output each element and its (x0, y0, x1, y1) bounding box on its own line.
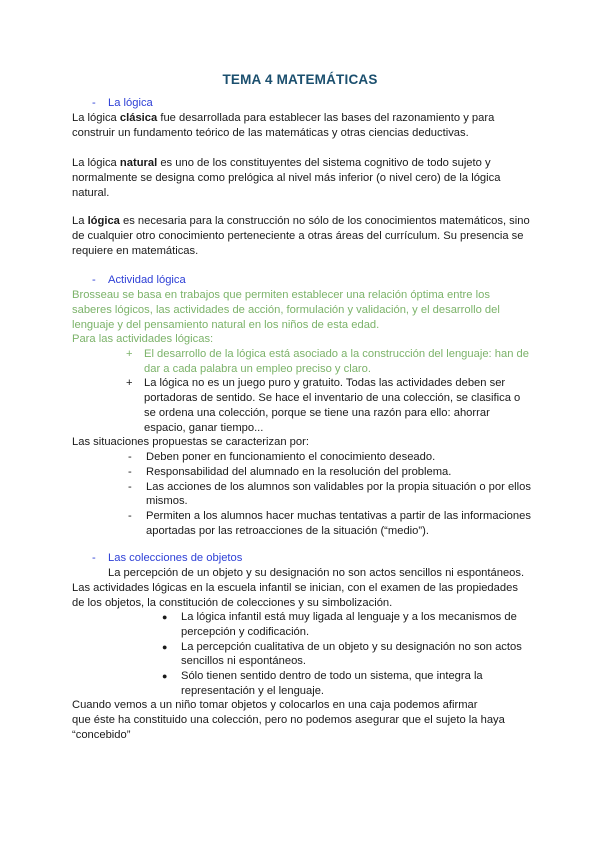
paragraph-line: La percepción de un objeto y su designación no son actos sencillos ni espontáneos. (108, 567, 525, 579)
paragraph-line: Las actividades lógicas en la escuela infantil se inician, con el examen de las propiedades (72, 582, 518, 594)
green-line: saberes lógicos, las actividades de acción, formulación y validación, y el desarrollo del (72, 304, 500, 316)
section-dash: - (92, 552, 96, 564)
paragraph-line: que éste ha constituido una colección, pero no podemos asegurar que el sujeto la haya (72, 714, 505, 726)
list-line: mismos. (146, 495, 188, 507)
dash-bullet: - (128, 451, 132, 463)
paragraph-line: de los objetos, la constitución de colecciones y su simbolización. (72, 597, 393, 609)
plus-bullet: + (126, 348, 133, 360)
list-line: se ordena una colección, porque se tiene una razón para ello: ahorrar (144, 407, 490, 419)
round-bullet: ● (162, 671, 168, 681)
list-line: portadoras de sentido. Se hace el inventario de una colección, se clasifica o (144, 392, 521, 404)
list-line: aportadas por las retroacciones de la situación (“medio”). (146, 525, 429, 537)
list-line: La percepción cualitativa de un objeto y su designación no son actos (181, 641, 522, 653)
dash-bullet: - (128, 481, 132, 493)
paragraph-line: La lógica natural es uno de los constituyentes del sistema cognitivo de todo sujeto y (72, 157, 491, 169)
paragraph-line: “concebido” (72, 729, 131, 741)
section-dash: - (92, 274, 96, 286)
section-heading-actividad-logica: Actividad lógica (108, 274, 186, 286)
paragraph-line: normalmente se designa como prelógica al nivel más inferior (o nivel cero) de la lógica (72, 172, 501, 184)
green-line: Brosseau se basa en trabajos que permiten establecer una relación óptima entre los (72, 289, 490, 301)
list-line: espacio, ganar tiempo... (144, 422, 264, 434)
section-dash: - (92, 97, 96, 109)
green-line: El desarrollo de la lógica está asociado a la construcción del lenguaje: han de (144, 348, 529, 360)
list-line: La lógica infantil está muy ligada al lenguaje y a los mecanismos de (181, 611, 517, 623)
green-line: lenguaje y del pensamiento natural en los niños de esta edad. (72, 319, 380, 331)
paragraph-line: natural. (72, 187, 110, 199)
dash-bullet: - (128, 466, 132, 478)
list-line: Las acciones de los alumnos son validables por la propia situación o por ellos (146, 481, 531, 493)
section-heading-logica: La lógica (108, 97, 153, 109)
dash-bullet: - (128, 510, 132, 522)
paragraph-line: requiere en matemáticas. (72, 245, 199, 257)
paragraph-line: Cuando vemos a un niño tomar objetos y colocarlos en una caja podemos afirmar (72, 699, 478, 711)
list-line: representación y el lenguaje. (181, 685, 325, 697)
list-line: Responsabilidad del alumnado en la resolución del problema. (146, 466, 452, 478)
paragraph-line: La lógica es necesaria para la construcción no sólo de los conocimientos matemáticos, sino (72, 215, 530, 227)
list-line: sencillos ni espontáneos. (181, 655, 307, 667)
paragraph-line: construir un fundamento teórico de las matemáticas y otras ciencias deductivas. (72, 127, 469, 139)
round-bullet: ● (162, 642, 168, 652)
list-line: Permiten a los alumnos hacer muchas tentativas a partir de las informaciones (146, 510, 531, 522)
list-line: percepción y codificación. (181, 626, 310, 638)
page-title: TEMA 4 MATEMÁTICAS (222, 72, 378, 87)
list-line: Sólo tienen sentido dentro de todo un sistema, que integra la (181, 670, 483, 682)
green-line: dar a cada palabra un empleo preciso y claro. (144, 363, 371, 375)
green-line: Para las actividades lógicas: (72, 333, 214, 345)
paragraph-line: La lógica clásica fue desarrollada para establecer las bases del razonamiento y para (72, 112, 495, 124)
section-heading-colecciones: Las colecciones de objetos (108, 552, 243, 564)
plus-bullet: + (126, 377, 133, 389)
paragraph-line: Las situaciones propuestas se caracterizan por: (72, 436, 309, 448)
paragraph-line: de cualquier otro conocimiento perteneciente a otras áreas del currículum. Su presencia se (72, 230, 524, 242)
round-bullet: ● (162, 612, 168, 622)
list-line: Deben poner en funcionamiento el conocimiento deseado. (146, 451, 436, 463)
list-line: La lógica no es un juego puro y gratuito. Todas las actividades deben ser (144, 377, 506, 389)
